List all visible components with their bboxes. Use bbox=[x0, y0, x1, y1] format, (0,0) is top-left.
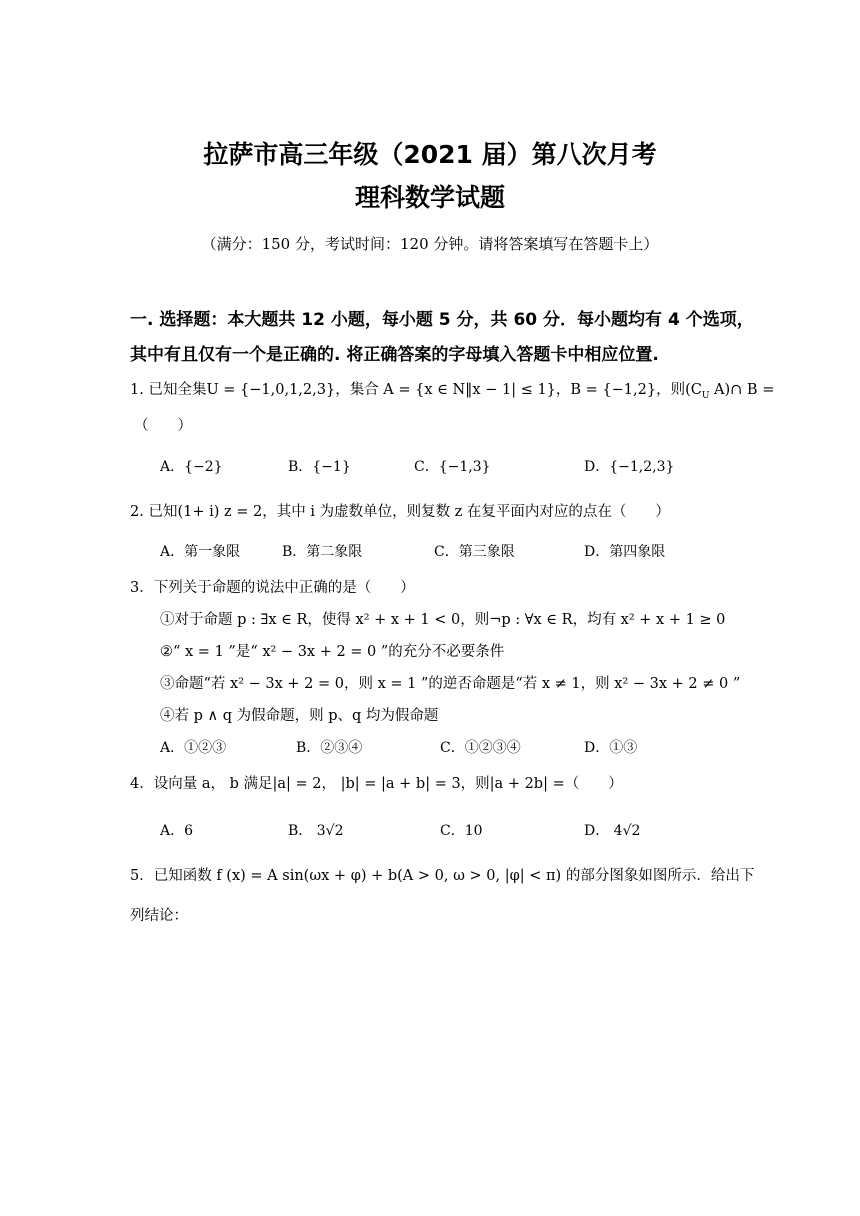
question-2-option-a: A．第一象限 bbox=[160, 544, 241, 560]
question-3-option-b: B．②③④ bbox=[296, 740, 363, 756]
question-1-option-b: B．{−1} bbox=[288, 459, 351, 475]
question-1-option-c: C．{−1,3} bbox=[414, 459, 491, 475]
question-2-option-b: B．第二象限 bbox=[282, 544, 363, 560]
question-3-option-d: D．①③ bbox=[584, 740, 638, 756]
question-2-option-c: C．第三象限 bbox=[434, 544, 515, 560]
question-3-item-2: ②“ x = 1 ”是“ x² − 3x + 2 = 0 ”的充分不必要条件 bbox=[160, 644, 505, 660]
question-3-item-4: ④若 p ∧ q 为假命题，则 p、q 均为假命题 bbox=[160, 708, 439, 724]
question-2-stem: 2. 已知(1+ i) z = 2，其中 i 为虚数单位，则复数 z 在复平面内对应的点在（ ） bbox=[130, 504, 670, 520]
question-4-option-c: C．10 bbox=[440, 823, 483, 839]
question-5-stem-line2: 列结论： bbox=[130, 908, 188, 924]
question-3-option-a: A．①②③ bbox=[160, 740, 227, 756]
question-3-stem: 3．下列关于命题的说法中正确的是（ ） bbox=[130, 580, 415, 596]
section-heading-line2: 其中有且仅有一个是正确的. 将正确答案的字母填入答题卡中相应位置. bbox=[130, 345, 659, 365]
question-4-option-b: B． 3√2 bbox=[288, 823, 344, 839]
question-3-item-1: ①对于命题 p : ∃x ∈ R，使得 x² + x + 1 < 0，则¬p : ∀x ∈ R，均有 x² + x + 1 ≥ 0 bbox=[160, 612, 726, 628]
question-1-option-a: A．{−2} bbox=[160, 459, 223, 475]
question-1-option-d: D．{−1,2,3} bbox=[584, 459, 675, 475]
exam-note: （满分：150 分，考试时间：120 分钟。请将答案填写在答题卡上） bbox=[201, 235, 659, 253]
question-3-item-3: ③命题“若 x² − 3x + 2 = 0，则 x = 1 ”的逆否命题是“若 x ≠ 1，则 x² − 3x + 2 ≠ 0 ” bbox=[160, 676, 741, 692]
question-4-option-a: A．6 bbox=[160, 823, 194, 839]
exam-subtitle: 理科数学试题 bbox=[354, 183, 505, 212]
question-2-option-d: D．第四象限 bbox=[584, 544, 666, 560]
question-1-stem: 1. 已知全集U = {−1,0,1,2,3}，集合 A = {x ∈ N‖x − 1| ≤ 1}，B = {−1,2}，则($C_U$ A)∩ B = bbox=[130, 382, 775, 401]
question-5-stem: 5．已知函数 f (x) = A sin(ωx + φ) + b(A > 0, ω > 0, |φ| < π) 的部分图象如图所示．给出下 bbox=[130, 868, 755, 884]
section-heading-line1: 一. 选择题：本大题共 12 小题，每小题 5 分，共 60 分．每小题均有 4 个选项， bbox=[130, 310, 754, 330]
question-3-option-c: C．①②③④ bbox=[440, 740, 521, 756]
question-4-stem: 4．设向量 a， b 满足|a| = 2， |b| = |a + b| = 3，则|a + 2b| =（ ） bbox=[130, 776, 623, 792]
question-1-stem-line2: （ ） bbox=[134, 418, 192, 434]
question-4-option-d: D． 4√2 bbox=[584, 823, 641, 839]
exam-title: 拉萨市高三年级（2021 届）第八次月考 bbox=[203, 140, 657, 169]
